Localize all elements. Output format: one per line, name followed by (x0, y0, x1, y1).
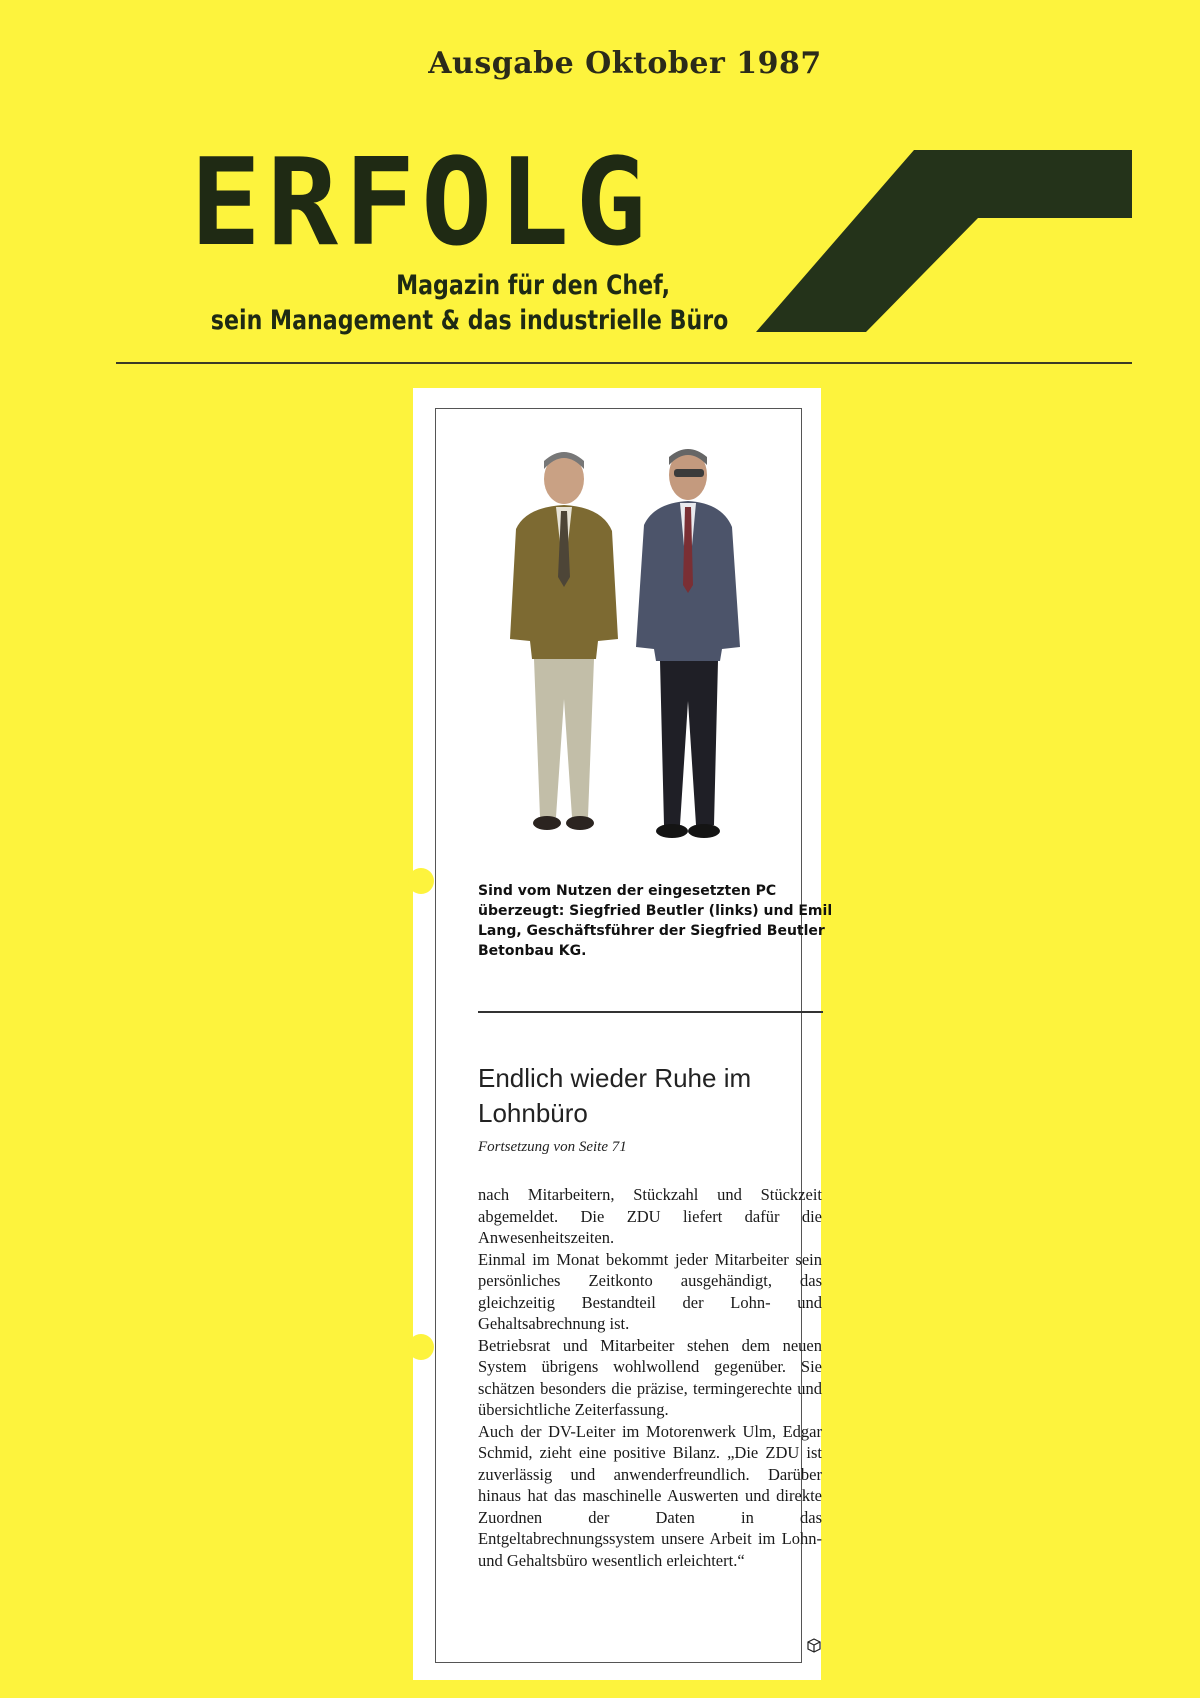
continuation-note: Fortsetzung von Seite 71 (478, 1139, 627, 1155)
photo-two-men (476, 439, 776, 859)
end-cube-icon (806, 1637, 822, 1653)
masthead-title: ERFOLG (190, 131, 653, 273)
man-left-figure (510, 452, 618, 830)
masthead-subtitle (210, 268, 729, 338)
paragraph: Auch der DV-Leiter im Motorenwerk Ulm, Edgar Schmid, zieht eine positive Bilanz. „Die ZDU ist zuverlässig und anwenderfreundlich. Darüber hinaus hat das maschinelle Auswerten und direkte Zuordnen der Daten in das Entgeltabrechnungssystem unsere Arbeit im Lohn- und Gehaltsbüro wesentlich erleichtert.“ (478, 1421, 822, 1570)
clipping-frame (435, 408, 833, 1663)
header-rule (116, 362, 1132, 364)
punch-hole-bottom (408, 1334, 434, 1360)
logo-angle-graphic (756, 150, 1132, 332)
caption-rule (478, 1011, 823, 1013)
article-body (478, 1184, 822, 1571)
paragraph: Einmal im Monat bekommt jeder Mitarbeiter sein persönliches Zeitkonto ausgehändigt, das gleichzeitig Bestandteil der Lohn- und Gehaltsabrechnung ist. (478, 1249, 822, 1333)
paragraph: Betriebsrat und Mitarbeiter stehen dem neuen System übrigens wohlwollend gegenüber. Sie schätzen besonders die präzise, termingerechte und übersichtliche Zeiterfassung. (478, 1335, 822, 1419)
subtitle-line-2: sein Management & das industrielle Büro (210, 305, 729, 336)
punch-hole-top (408, 868, 434, 894)
article-headline: Endlich wieder Ruhe im Lohnbüro (478, 1063, 752, 1128)
paragraph: nach Mitarbeitern, Stückzahl und Stückzeit abgemeldet. Die ZDU liefert dafür die Anwesenheitszeiten. (478, 1185, 822, 1247)
man-right-figure (636, 449, 740, 838)
issue-date: Ausgabe Oktober 1987 (428, 46, 822, 81)
subtitle-line-1: Magazin für den Chef, (396, 270, 670, 301)
photo-caption: Sind vom Nutzen der eingesetzten PC überzeugt: Siegfried Beutler (links) und Emil Lang, Geschäftsführer der Siegfried Beutler Betonbau KG. (478, 883, 833, 959)
newspaper-clipping (413, 388, 833, 1680)
